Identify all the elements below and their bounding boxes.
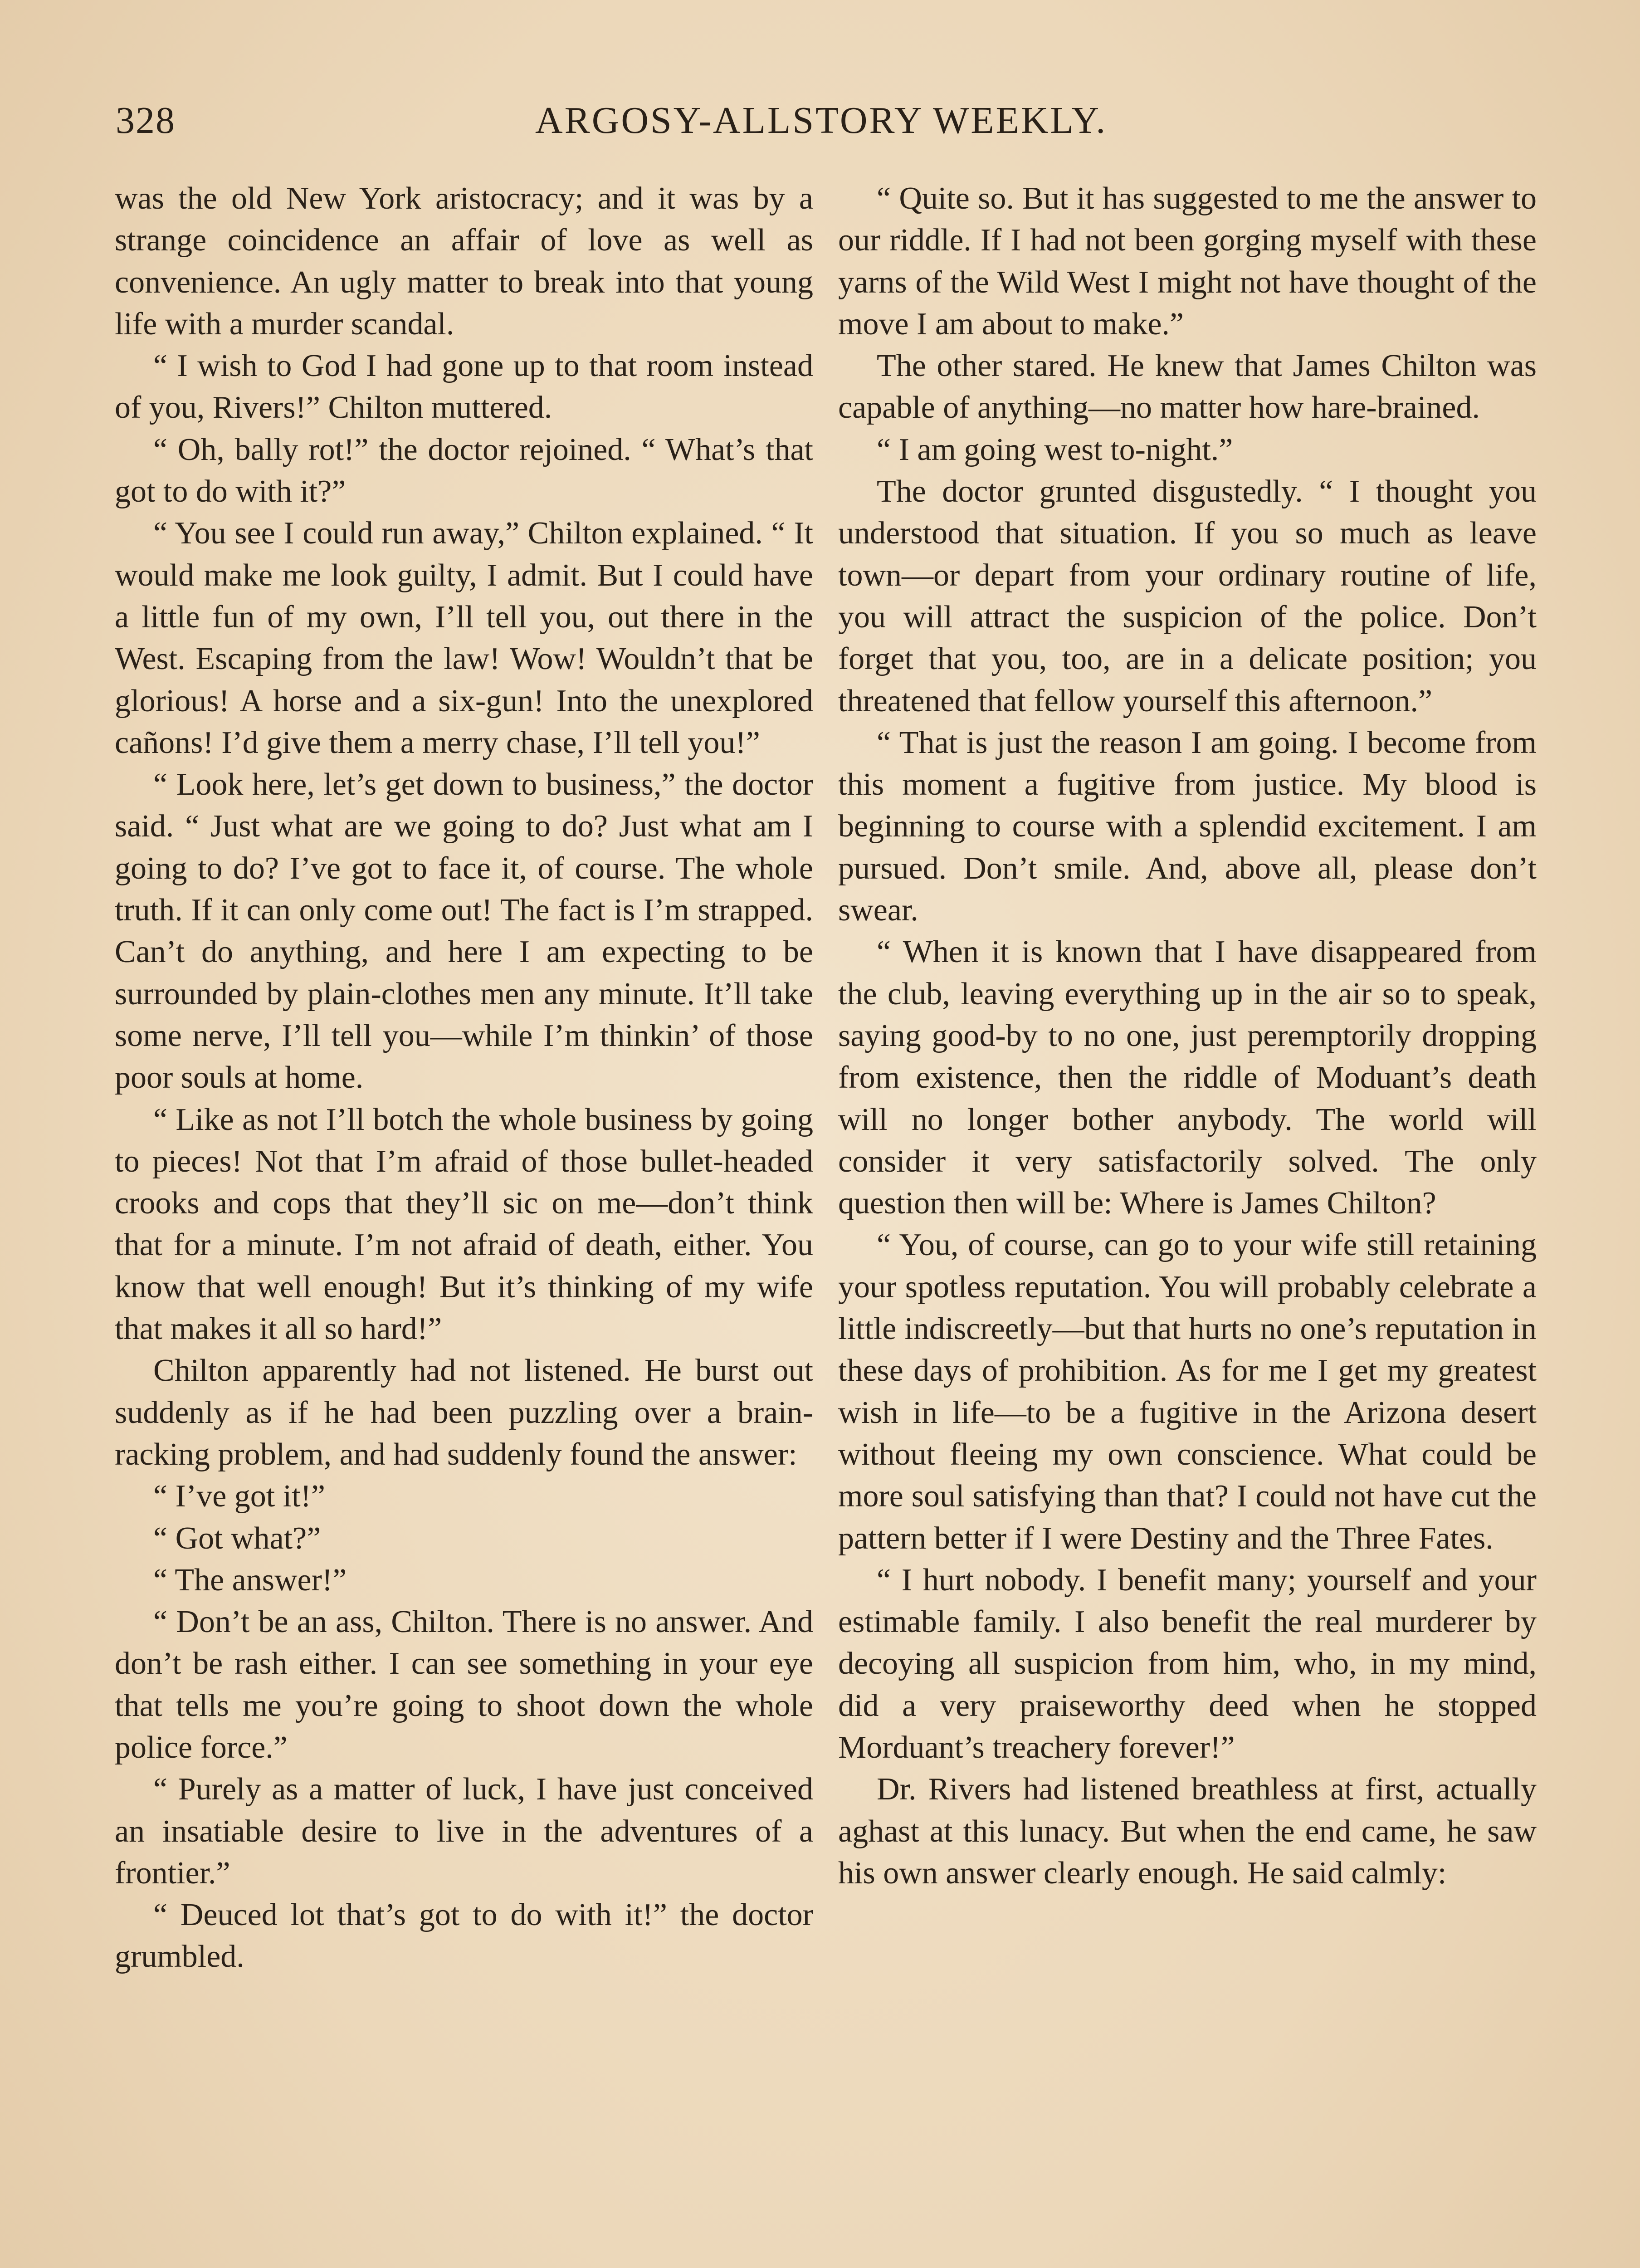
paragraph: Chilton apparently had not listened. He burst out suddenly as if he had been puzzling over a brain-racking problem, and had suddenly found the answer: — [115, 1353, 813, 1472]
paragraph: “ I hurt nobody. I benefit many; yourself and your estimable family. I also benefit the real murderer by decoying all suspicion from him, who, in my mind, did a very praiseworthy deed when he stopped Morduant’s treachery forever!” — [838, 1562, 1537, 1765]
paragraph: “ The answer!” — [153, 1562, 347, 1598]
paragraph: “ I wish to God I had gone up to that room instead of you, Rivers!” Chilton muttered. — [115, 348, 813, 425]
paragraph: The doctor grunted disgustedly. “ I thought you understood that situation. If you so much as leave town—or depart from your ordinary routine of life, you will attract the suspicion of the police. Don’t forget that you, too, are in a delicate position; you threatened that fellow yourself this afternoon.” — [838, 474, 1537, 719]
paragraph: “ That is just the reason I am going. I become from this moment a fugitive from justice. My blood is beginning to course with a splendid excitement. I am pursued. Don’t smile. And, above all, please don’t swear. — [838, 725, 1537, 928]
paragraph: “ I’ve got it!” — [153, 1479, 325, 1514]
page-number: 328 — [116, 99, 176, 142]
left-column — [115, 178, 813, 1978]
paragraph: “ When it is known that I have disappeared from the club, leaving everything up in the air so to speak, saying good-by to no one, just peremptorily dropping from existence, then the riddle of Moduant’s death will no longer bother anybody. The world will consider it very satisfactorily solved. The only question then will be: Where is James Chilton? — [838, 934, 1537, 1221]
paragraph: “ Quite so. But it has suggested to me the answer to our riddle. If I had not been gorging myself with these yarns of the Wild West I might not have thought of the move I am about to make.” — [838, 181, 1537, 342]
paragraph: was the old New York aristocracy; and it was by a strange coincidence an affair of love as well as convenience. An ugly matter to break into that young life with a murder scandal. — [115, 181, 813, 342]
paragraph: The other stared. He knew that James Chilton was capable of anything—no matter how hare-brained. — [838, 348, 1537, 425]
page-header — [0, 91, 1640, 145]
right-column — [838, 178, 1537, 1894]
paragraph: “ Got what?” — [153, 1520, 321, 1556]
paragraph: “ You, of course, can go to your wife still retaining your spotless reputation. You will probably celebrate a little indiscreetly—but that hurts no one’s reputation in these days of prohibition. As for me I get my greatest wish in life—to be a fugitive in the Arizona desert without fleeing my own conscience. What could be more soul satisfying than that? I could not have cut the pattern better if I were Destiny and the Three Fates. — [838, 1227, 1537, 1556]
paragraph: “ You see I could run away,” Chilton explained. “ It would make me look guilty, I admit. But I could have a little fun of my own, I’ll tell you, out there in the West. Escaping from the law! Wow! Wouldn’t that be glorious! A horse and a six-gun! Into the unexplored cañons! I’d give them a merry chase, I’ll tell you!” — [115, 516, 813, 760]
running-head: ARGOSY-ALLSTORY WEEKLY. — [535, 99, 1108, 142]
paragraph: “ I am going west to-night.” — [877, 432, 1233, 467]
paragraph: “ Deuced lot that’s got to do with it!” the doctor grumbled. — [115, 1897, 813, 1975]
paragraph: “ Don’t be an ass, Chilton. There is no answer. And don’t be rash either. I can see something in your eye that tells me you’re going to shoot down the whole police force.” — [115, 1604, 813, 1765]
paragraph: “ Purely as a matter of luck, I have just conceived an insatiable desire to live in the adventures of a frontier.” — [115, 1772, 813, 1891]
paragraph: Dr. Rivers had listened breathless at first, actually aghast at this lunacy. But when the end came, he saw his own answer clearly enough. He said calmly: — [838, 1772, 1537, 1891]
paragraph: “ Oh, bally rot!” the doctor rejoined. “ What’s that got to do with it?” — [115, 432, 813, 509]
paragraph: “ Look here, let’s get down to business,” the doctor said. “ Just what are we going to do? Just what am I going to do? I’ve got to face it, of course. The whole truth. If it can only come out! The fact is I’m strapped. Can’t do anything, and here I am expecting to be surrounded by plain-clothes men any minute. It’ll take some nerve, I’ll tell you—while I’m thinkin’ of those poor souls at home. — [115, 767, 813, 1095]
paragraph: “ Like as not I’ll botch the whole business by going to pieces! Not that I’m afraid of those bullet-headed crooks and cops that they’ll sic on me—don’t think that for a minute. I’m not afraid of death, either. You know that well enough! But it’s thinking of my wife that makes it all so hard!” — [115, 1102, 813, 1347]
